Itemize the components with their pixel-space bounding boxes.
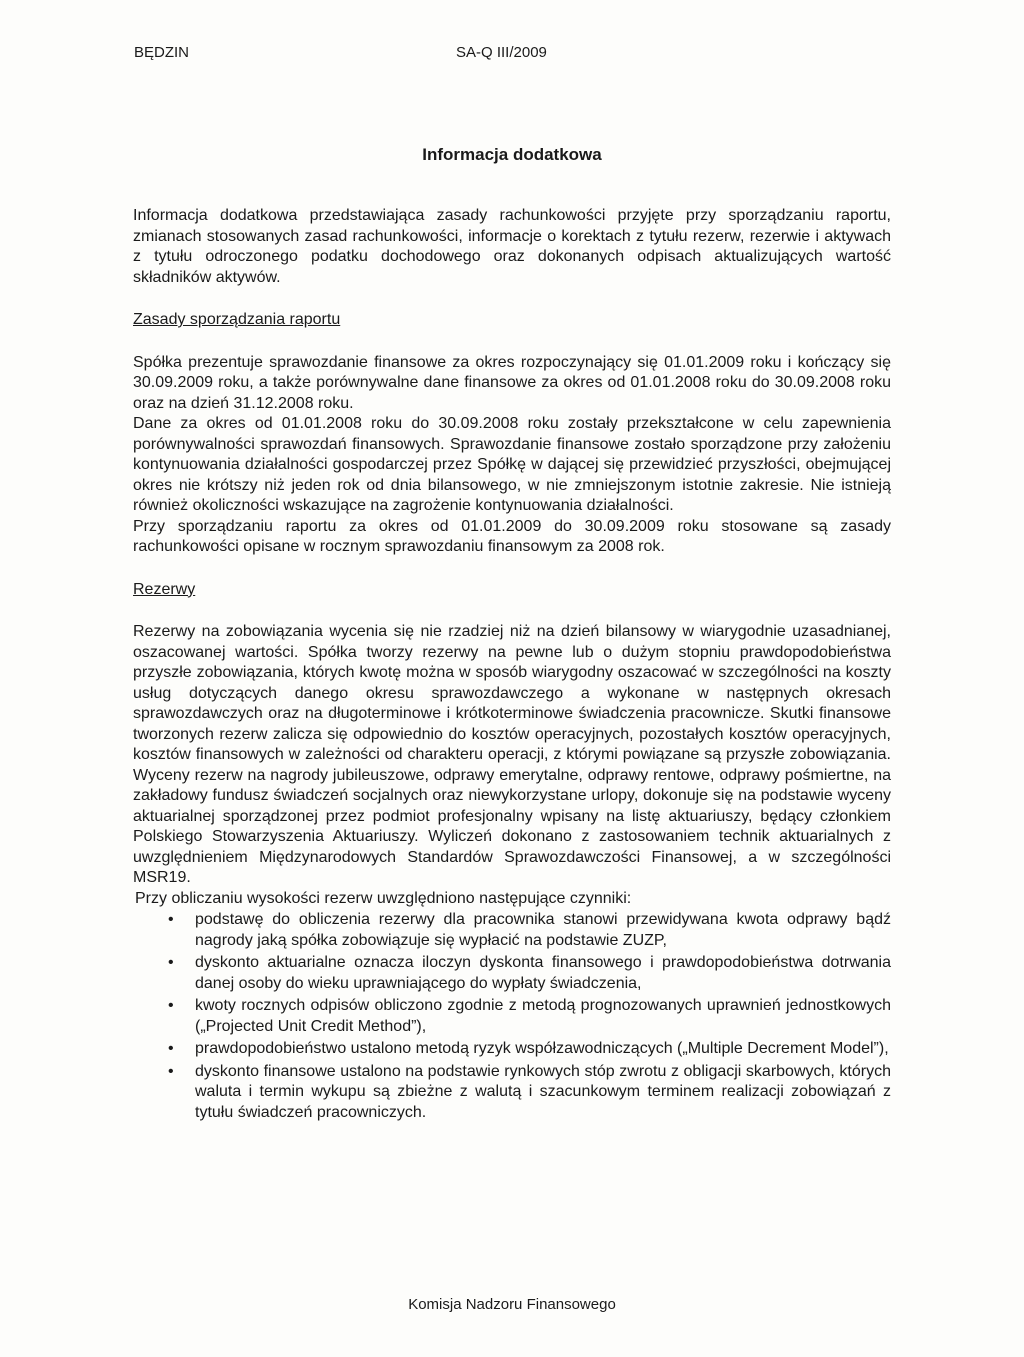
zasady-paragraph-3: Przy sporządzaniu raportu za okres od 01.01.2009 do 30.09.2009 roku stosowane są zasady rachunkowości opisane w rocznym sprawozdaniu finansowym za 2008 rok. xyxy=(133,517,891,555)
document-title: Informacja dodatkowa xyxy=(422,145,602,164)
factors-list xyxy=(133,910,891,1123)
page-footer: Komisja Nadzoru Finansowego xyxy=(408,1296,616,1313)
bullet-icon: • xyxy=(168,997,174,1014)
intro-paragraph: Informacja dodatkowa przedstawiająca zasady rachunkowości przyjęte przy sporządzaniu raportu, zmianach stosowanych zasad rachunkowości, informacje o korektach z tytułu rezerw, rezerwie i aktywach z tytułu odroczonego podatku dochodowego oraz dokonanych odpisach aktualizujących wartość składników aktywów. xyxy=(133,207,891,286)
document-body xyxy=(133,206,891,1125)
section-heading-zasady: Zasady sporządzania raportu xyxy=(133,311,341,328)
list-item-text: podstawę do obliczenia rezerwy dla pracownika stanowi przewidywana kwota odprawy bądź nagrody jaką spółka zobowiązuje się wypłacić na podstawie ZUZP, xyxy=(195,911,891,949)
list-item xyxy=(168,953,891,994)
list-item xyxy=(168,910,891,951)
bullet-icon: • xyxy=(168,1040,174,1057)
section-heading-rezerwy: Rezerwy xyxy=(133,580,196,598)
list-item xyxy=(168,996,891,1037)
list-item-text: dyskonto finansowe ustalono na podstawie rynkowych stóp zwrotu z obligacji skarbowych, których waluta i termin wykupu są zbieżne z walutą i szacunkowym terminem realizacji zobowiązań z tytułu świadczeń pracowniczych. xyxy=(195,1062,891,1121)
list-item-text: prawdopodobieństwo ustalono metodą ryzyk współzawodniczących („Multiple Decrement Model”), xyxy=(195,1040,889,1057)
bullet-icon: • xyxy=(168,1062,174,1080)
list-item-text: dyskonto aktuarialne oznacza iloczyn dyskonta finansowego i prawdopodobieństwa dotrwania danej osoby do wieku uprawniającego do wypłaty świadczenia, xyxy=(195,954,891,992)
bullet-icon: • xyxy=(168,911,174,928)
list-item xyxy=(168,1039,891,1060)
rezerwy-paragraph-1: Rezerwy na zobowiązania wycenia się nie rzadziej niż na dzień bilansowy w wiarygodnie uzasadnianej, oszacowanej wartości. Spółka tworzy rezerwy na pewne lub o dużym stopniu prawdopodobieństwa przyszłe zobowiązania, których kwotę można w sposób wiarygodny oszacować w szczególności na koszty usług dotyczących danego okresu sprawozdawczego a wykonane w następnych okresach sprawozdawczych oraz na długoterminowe i krótkoterminowe świadczenia pracownicze. Skutki finansowe tworzonych rezerw zalicza się odpowiednio do kosztów operacyjnych, pozostałych kosztów operacyjnych, kosztów finansowych w zależności od charakteru operacji, z którymi powiązane są przyszłe zobowiązania. Wyceny rezerw na nagrody jubileuszowe, odprawy emerytalne, odprawy rentowe, odprawy pośmiertne, na zakładowy fundusz świadczeń socjalnych oraz niewykorzystane urlopy, dokonuje się na podstawie wyceny aktuarialnej sporządzonej przez podmiot profesjonalny wpisany na listę aktuariuszy, będący członkiem Polskiego Stowarzyszenia Aktuariuszy. Wyliczeń dokonano z zastosowaniem technik aktuarialnych z uwzględnieniem Międzynarodowych Standardów Sprawozdawczości Finansowej, a w szczególności MSR19. xyxy=(133,623,891,886)
header-report-code: SA-Q III/2009 xyxy=(456,44,547,61)
list-item xyxy=(168,1062,891,1124)
rezerwy-lead: Przy obliczaniu wysokości rezerw uwzględniono następujące czynniki: xyxy=(135,889,632,907)
zasady-paragraph-2: Dane za okres od 01.01.2008 roku do 30.09.2008 roku zostały przekształcone w celu zapewnienia porównywalności sprawozdań finansowych. Sprawozdanie finansowe zostało sporządzone przy założeniu kontynuowania działalności gospodarczej przez Spółkę w dającej się przewidzieć przyszłości, obejmującej okres nie krótszy niż jeden rok od dnia bilansowego, w nie zmniejszonym istotnie zakresie. Nie istnieją również okoliczności wskazujące na zagrożenie kontynuowania działalności. xyxy=(133,415,891,514)
bullet-icon: • xyxy=(168,954,174,971)
zasady-paragraph-1: Spółka prezentuje sprawozdanie finansowe za okres rozpoczynający się 01.01.2009 roku i kończący się 30.09.2009 roku, a także porównywalne dane finansowe za okres od 01.01.2008 roku do 30.09.2008 roku oraz na dzień 31.12.2008 roku. xyxy=(133,353,891,412)
header-city: BĘDZIN xyxy=(134,44,190,61)
list-item-text: kwoty rocznych odpisów obliczono zgodnie z metodą prognozowanych uprawnień jednostkowych („Projected Unit Credit Method”), xyxy=(195,997,891,1035)
